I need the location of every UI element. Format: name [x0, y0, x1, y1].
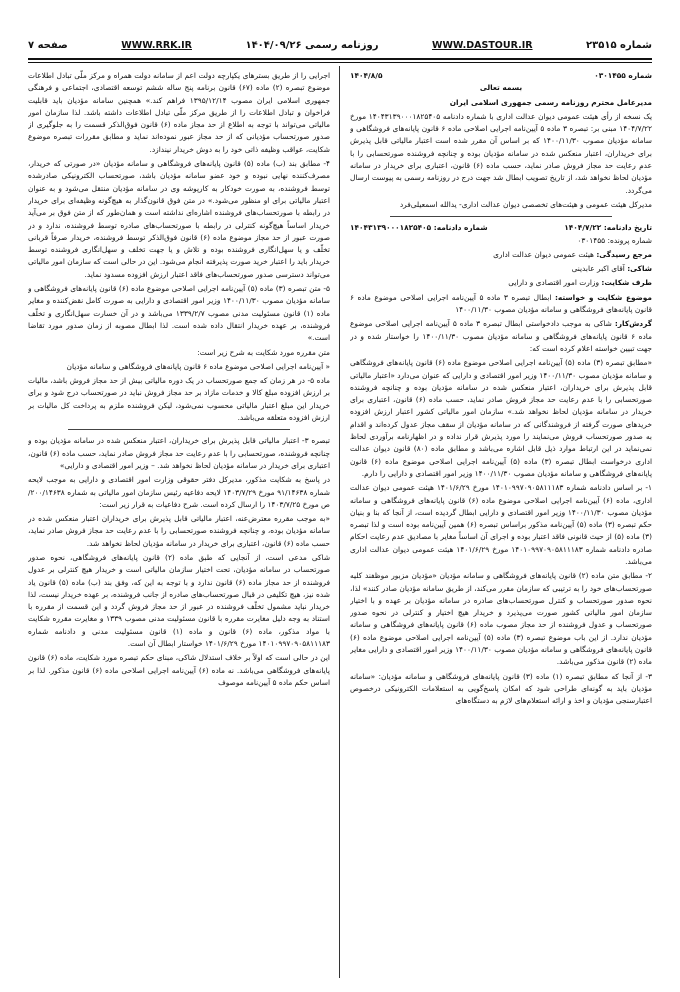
process-label: گردش‌کار:: [614, 319, 652, 329]
newspaper-date: روزنامه رسمی ۱۴۰۴/۰۹/۲۶: [245, 39, 379, 51]
header-rule: [28, 58, 652, 60]
page-number: صفحه ۷: [28, 39, 68, 51]
site-link-dastour[interactable]: WWW.DASTOUR.IR: [431, 39, 533, 51]
header-rule-thin: [28, 62, 652, 63]
defense-intro: در پاسخ به شکایت مذکور، مدیرکل دفتر حقوقی وزارت امور اقتصادی و دارایی به موجب لایحه شماره ۹۱/۱۴۶۳۸ مورخ ۱۴۰۳/۷/۲۹ لایحه دفاعیه رئیس سازمان امور مالیاتی به شماره ۲۰۰/۱۴۶۳۸/ص مورخ ۱۴۰۳/۷/۲۵ را ارسال کرده است. شرح دفاعیات به قرار زیر است:: [28, 475, 330, 509]
complainant-label: شاکی:: [627, 264, 652, 274]
respondent-label: طرف شکایت:: [601, 278, 652, 288]
ruling-number: شماره دادنامه: ۱۴۰۴۳۱۳۹۰۰۰۱۸۲۵۴۰۵: [350, 223, 488, 233]
complaint-point-4: ۴- مطابق بند (ب) ماده (۵) قانون پایانه‌های فروشگاهی و سامانه مؤدیان «در صورتی که خریدار، مصرف‌کننده نهایی نبوده و خود عضو سامانه مؤدیان باشد، صورتحساب الکترونیکی صادرشده توسط فروشنده، به صورت خودکار به کارپوشه وی در سامانه مؤدیان منتقل می‌شود و به عنوان اعتبار مالیاتی برای او منظور می‌شود.» در متن فوق قانون‌گذار به هیچ‌گونه وظیفه‌ای برای خریدار در رابطه با صورتحساب‌های فروشنده اشاره‌ای نداشته است و همان‌طور که از متن فوق بر می‌آید خریدار اساساً هیچ‌گونه کنترلی در رابطه با صورتحساب‌های صادره توسط فروشنده، ندارد و در صورت عبور از حد مجاز موضوع ماده (۶) قانون فوق‌الذکر توسط فروشنده، خریدار صرفاً قربانی تخلّف و یا سهل‌انگاری فروشنده بوده و تلاش و یا جهت تخلف و سهل‌انگاری فروشنده توسط خریدار باید را اعتبار خرید صورت پذیرفته انجام می‌شود. این در حالی است که سازمان امور مالیاتی می‌تواند دسترسی صدور صورتحساب‌های فاقد اعتبار ارزش افزوده مسدود نماید.: [28, 159, 330, 279]
subject-value: ابطال تبصره ۳ ماده ۵ آیین‌نامه اجرایی اصلاحی موضوع ماده ۶ قانون پایانه‌های فروشگاهی و سامانه مؤدیان مصوب ۱۴۰۰/۱۱/۳۰: [350, 292, 652, 315]
regulation-intro: متن مقرره مورد شکایت به شرح زیر است:: [197, 347, 330, 357]
regulation-note: تبصره ۳- اعتبار مالیاتی قابل پذیرش برای خریداران، اعتبار منعکس شده در سامانه مؤدیان بوده و چنانچه فروشنده، صورتحسابی را با عدم رعایت حد مجاز فروش صادر نماید، حسب ماده (۶) قانون، اعتباری برای خریدار در سامانه مؤدیان لحاظ نخواهد شد. – وزیر امور اقتصادی و دارایی»: [28, 436, 330, 470]
ruling-meta: [350, 222, 652, 234]
addressee: مدیرعامل محترم روزنامه رسمی جمهوری اسلامی ایران: [449, 97, 652, 107]
regulation-text: ماده ۵- در هر زمان که جمع صورتحساب در یک دوره مالیاتی بیش از حد مجاز فروش باشد، مالیات بر ارزش افزوده مبلغ کالا و خدمات مازاد بر حد مجاز فروش نباید در صورتحساب درج شود و برای خریدار این مبلغ اعتبار مالیاتی محسوب نمی‌شود، لیکن فروشنده ملزم به پرداخت کل مالیات بر ارزش افزوده متعلقه می‌باشد.: [28, 376, 330, 423]
letter-body: یک نسخه از رأی هیئت عمومی دیوان عدالت اداری با شماره دادنامه ۱۴۰۴۳۱۳۹۰۰۰۱۸۲۵۴۰۵ مورخ ۱۴۰۴/۷/۲۲ مبنی بر: تبصره ۳ ماده ۵ آیین‌نامه اجرایی اصلاحی ماده ۶ قانون پایانه‌های فروشگاهی و سامانه مؤدیان مصوب ۱۴۰۰/۱۱/۳۰ که بر اساس آن مقرر شده است اعتبار مالیاتی قابل پذیرش برای خریداران، اعتبار منعکس شده در سامانه مؤدیان بوده و چنانچه فروشنده صورتحسابی را با عدم رعایت حد مجاز فروش صادر نماید، حسب ماده (۶) قانون، اعتباری برای خریدار در سامانه مؤدیان لحاظ نخواهد شد، از تاریخ تصویب ابطال شد جهت درج در روزنامه رسمی به پیوست ارسال می‌گردد.: [350, 111, 652, 195]
letter-meta: [350, 70, 652, 82]
authority-value: هیئت عمومی دیوان عدالت اداری: [493, 249, 594, 259]
complaint-point-1: ۱- بر اساس دادنامه شماره ۱۴۰۱۰۹۹۷۰۹۰۵۸۱۱۱۸۳ مورخ ۱۴۰۱/۶/۲۹ هیئت عمومی دیوان عدالت اداری، ماده (۶) آیین‌نامه اجرایی اصلاحی موضوع ماده (۶) قانون پایانه‌های فروشگاهی و سامانه مؤدیان مصوب ۱۴۰۰/۱۱/۳۰ وزیر امور اقتصادی و دارایی ابطال گردیده است، از آنجا که بنا و بنیان حکم تبصره (۳) ماده (۵) آیین‌نامه مذکور براساس تبصره (۶) همین آیین‌نامه بوده است و لذا تبصره (۳) ماده (۵) از حیث قانونی فاقد اعتبار بوده و اجرای آن اساساً مغایر با مصادیق عدم رعایت احکام صادره دادنامه شماره ۱۴۰۱۰۹۹۷۰۹۰۵۸۱۱۱۸۳ مورخ ۱۴۰۱/۶/۲۹ هیئت عمومی دیوان عدالت اداری می‌باشد.: [350, 483, 652, 566]
complaint-point-2: ۲- مطابق متن ماده (۲) قانون پایانه‌های فروشگاهی و سامانه مؤدیان «مؤدیان مزبور موظفند کلیه صورتحساب‌های خود را به ترتیبی که سازمان مقرر می‌کند، از طریق سامانه مؤدیان صادر کنند» لذا، نحوه صدور صورتحساب و کنترل صورتحساب‌های صادره در سامانه مؤدیان بر عهده و با اختیار سازمان امور مالیاتی کشور صورت می‌پذیرد و خریدار هیچ اختیار و کنترلی در نحوه صدور صورتحساب و عدول فروشنده از حد مجاز مصوب ماده (۶) قانون پایانه‌های فروشگاهی و سامانه مؤدیان ندارد. از این باب موضوع تبصره (۳) ماده (۵) آیین‌نامه اجرایی اصلاحی موضوع ماده (۶) قانون پایانه‌های فروشگاهی و سامانه مؤدیان مصوب ۱۴۰۰/۱۱/۳۰ وزیر امور اقتصادی و دارایی مغایر ماده (۲) قانون مذکور می‌باشد.: [350, 571, 652, 667]
process-line: [350, 318, 652, 355]
letter-number: شماره ۰۳۰۱۴۵۵: [594, 71, 652, 80]
signature: مدیرکل هیئت عمومی و هیئت‌های تخصصی دیوان عدالت اداری- یدالله اسمعیلی‌فرد: [399, 199, 652, 209]
subject-label: موضوع شکایت و خواسته:: [554, 292, 652, 302]
defense-quote: «به موجب مقرره معترض‌عنه، اعتبار مالیاتی قابل پذیرش برای خریداران اعتبار منعکس شده در سامانه مؤدیان بوده، و چنانچه فروشنده صورتحسابی را با عدم رعایت حد مجاز فروش صادر نماید، حسب ماده (۶) قانون، اعتباری برای خریدار در سامانه مؤدیان لحاظ نخواهد شد.: [28, 514, 330, 548]
letter-date: ۱۴۰۴/۸/۵: [350, 71, 383, 80]
authority-line: [350, 249, 652, 261]
defense-paragraph-3: این در حالی است که اولاً بر خلاف استدلال شاکی، مبنای حکم تبصره مورد شکایت، ماده (۶) قانون پایانه‌های فروشگاهی می‌باشد. نه ماده (۶) آیین‌نامه اجرایی اصلاحی ماده (۶) قانون مذکور. لذا بر اساس حکم ماده ۵ آیین‌نامه موصوف: [28, 653, 330, 687]
complaint-point-5: ۵- متن تبصره (۳) ماده (۵) آیین‌نامه اجرایی اصلاحی موضوع ماده (۶) قانون پایانه‌های فروشگاهی و سامانه مؤدیان مصوب ۱۴۰۰/۱۱/۳۰ وزیر امور اقتصادی و دارایی به صورت کامل نقض‌کننده و مغایر ماده (۱) قانون مسئولیت مدنی مصوب ۱۳۳۹/۲/۷ می‌باشد و در آن خسارت سهل‌انگاری و تخلّف فروشنده، بر عهده خریدار انتقال داده شده است. لذا ابطال مصوبه از زمان صدور مورد تقاضا است.»: [28, 284, 330, 343]
complainant-line: [350, 263, 652, 275]
regulation-title: « آیین‌نامه اجرایی اصلاحی موضوع ماده ۶ قانون پایانه‌های فروشگاهی و سامانه مؤدیان: [66, 361, 330, 371]
continuation-paragraph: اجرایی را از طریق بسترهای یکپارچه دولت اعم از سامانه دولت همراه و مرکز ملّی تبادل اطلاعات موضوع تبصره (۲) ماده (۶۷) قانون برنامه پنج ساله ششم توسعه اقتصادی، اجتماعی و فرهنگی جمهوری اسلامی ایران مصوب ۱۳۹۵/۱۲/۱۴ فراهم کند.» همچنین سامانه مؤدیان باید قابلیت فراخوان و تبادل اطلاعات را از طریق مرکز ملّی تبادل اطلاعات داشته باشد. لذا سازمان امور مالیاتی می‌تواند با توجه به اطلاع از حد مجاز ماده (۶) قانون فوق‌الذکر قسمت را به جلوگیری از صدور صورتحساب مؤدیانی که از حد مجاز عبور نموده‌اند نماید و مطابق مقررات تبصره موضوع شکایت، عواقب وظیفه ذاتی خود را به دوش خریدار نیندازد.: [28, 71, 330, 154]
section-separator: [390, 216, 612, 217]
defense-paragraph-2: شاکی مدعی است، از آنجایی که طبق ماده (۲) قانون پایانه‌های فروشگاهی، نحوه صدور صورتحساب در سامانه مؤدیان، تحت اختیار سازمان مالیاتی است و خریدار هیچ کنترلی بر عدول فروشنده از حد مجاز ماده (۶) قانون ندارد و با توجه به این که، وفق بند (ب) ماده (۵) قانون یاد شده نیز، هیچ تکلیفی در قبال صورتحساب‌های صادره از جانب فروشنده، بر عهده خریدار نیست، لذا خریدار نباید مشمول تخلّف فروشنده در عبور از حد مجاز فروش گردد و این قسمت از مقرره با استناد به وجه دلیل مغایرت مقرره با قانون مسئولیت مدنی مصوب ۱۳۳۹ و مغایرت مقرره شکایت با مواد مذکور، ماده (۶) قانون و ماده (۱) قانون مسئولیت مدنی و دادنامه شماره ۱۴۰۱۰۹۹۷۰۹۰۵۸۱۱۱۸۳ مورخ ۱۴۰۱/۶/۲۹ خواستار ابطال آن است.: [28, 552, 330, 649]
right-column: [350, 70, 652, 975]
subject-line: [350, 292, 652, 317]
left-column: [28, 70, 330, 975]
site-link-rrk[interactable]: WWW.RRK.IR: [121, 39, 192, 51]
complaint-quote: «مطابق تبصره (۳) ماده (۵) آیین‌نامه اجرایی اصلاحی موضوع ماده (۶) قانون پایانه‌های فروشگاهی و سامانه مؤدیان مصوب ۱۴۰۰/۱۱/۳۰ وزیر امور اقتصادی و دارایی که عنوان می‌دارد «اعتبار مالیاتی قابل پذیرش برای خریداران، اعتبار منعکس شده در سامانه مؤدیان بوده و چنانچه فروشنده صورتحسابی را با عدم رعایت حد مجاز فروش صادر نماید، حسب ماده (۶) قانون، اعتباری برای خریدار در سامانه مؤدیان لحاظ نخواهد شد.» سازمان امور مالیاتی کشور اعتبار ارزش افزوده خریدهای صورت گرفته از فروشندگانی که در سامانه مؤدیان از سقف مجاز عدول کرده‌اند و اقدام به صدور صورتحساب فروش می‌نمایند را مورد پذیرش قرار نداده و در اظهارنامه برآوردی لحاظ نمی‌نماید در این ارتباط موارد ذیل قابل اشاره می‌باشد و مطابق ماده (۸۰) قانون دیوان عدالت اداری درخواست ابطال تبصره (۳) ماده (۵) آیین‌نامه اجرایی اصلاحی موضوع ماده (۶) قانون پایانه‌های فروشگاهی و سامانه مؤدیان مصوب ۱۴۰۰/۱۱/۳۰ وزیر امور اقتصادی و دارایی را دارم.: [350, 358, 652, 478]
respondent-value: وزارت امور اقتصادی و دارایی: [508, 278, 600, 288]
complaint-point-3: ۳- از آنجا که مطابق تبصره (۱) ماده (۳) قانون پایانه‌های فروشگاهی و سامانه مؤدیان: «سامانه مؤدیان باید به گونه‌ای طراحی شود که امکان پاسخ‌گویی به استعلامات الکترونیکی درخصوص اعتبارسنجی مؤدیان و اخذ و ارائه استعلام‌های لازم به دستگاه‌های: [350, 671, 652, 706]
column-divider: [339, 66, 340, 978]
respondent-line: [350, 277, 652, 289]
bismillah: بسمه تعالی: [479, 83, 523, 93]
page-header: [28, 34, 652, 56]
complainant-value: آقای اکبر عابدینی: [571, 264, 625, 274]
ruling-date: تاریخ دادنامه: ۱۴۰۴/۷/۲۲: [564, 223, 652, 233]
regulation-separator: [68, 429, 290, 430]
authority-label: مرجع رسیدگی:: [596, 249, 652, 259]
case-number: شماره پرونده: ۰۳۰۱۴۵۵: [577, 235, 652, 245]
process-value: شاکی به موجب دادخواستی ابطال تبصره ۳ ماده ۵ آیین‌نامه اجرایی اصلاحی موضوع ماده ۶ قانون پایانه‌های فروشگاهی و سامانه مؤدیان مصوب ۱۴۰۰/۱۱/۳۰ را خواستار شده و در جهت تبیین خواسته اعلام کرده است که:: [350, 319, 652, 353]
issue-number: شماره ۲۳۵۱۵: [586, 39, 652, 51]
